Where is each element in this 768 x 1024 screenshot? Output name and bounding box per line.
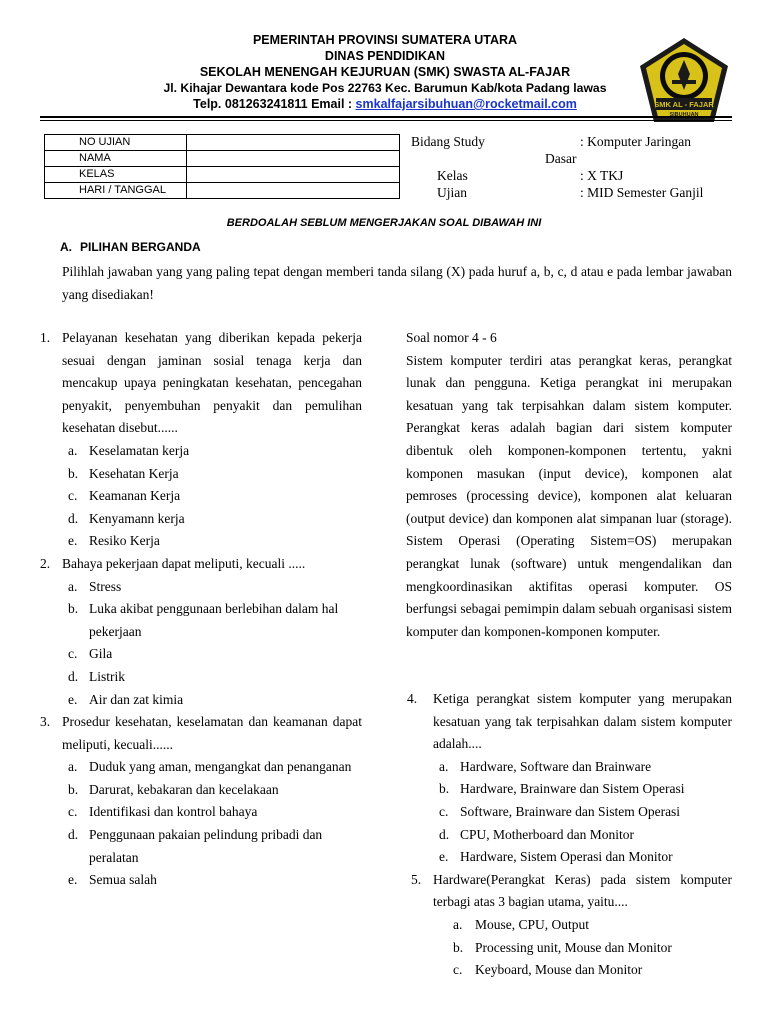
question-5	[411, 869, 732, 982]
answer-option[interactable]	[62, 598, 362, 643]
identity-value-field[interactable]	[187, 183, 400, 199]
question-number: 4.	[407, 691, 418, 706]
answer-option[interactable]	[433, 846, 732, 869]
header-address: Jl. Kihajar Dewantara kode Pos 22763 Kec. Barumun Kab/kota Padang lawas	[163, 81, 607, 95]
answer-option[interactable]	[62, 756, 362, 779]
option-text: Identifikasi dan kontrol bahaya	[89, 804, 258, 820]
table-row	[45, 151, 400, 167]
passage-heading: Soal nomor 4 - 6	[406, 330, 497, 345]
answer-option[interactable]	[433, 801, 732, 824]
answer-option[interactable]	[62, 643, 362, 666]
option-letter: e.	[68, 691, 78, 707]
option-text: Stress	[89, 578, 122, 594]
question-number: 5.	[411, 871, 422, 887]
identity-value-field[interactable]	[187, 167, 400, 183]
option-letter: c.	[68, 804, 78, 820]
header-line-3: SEKOLAH MENENGAH KEJURUAN (SMK) SWASTA AL-FAJAR	[199, 65, 571, 79]
question-text: Bahaya pekerjaan dapat meliputi, kecuali .....	[62, 555, 306, 571]
option-letter: a.	[68, 578, 78, 594]
answer-option[interactable]	[62, 440, 362, 463]
question-4	[407, 688, 732, 869]
section-letter: A.	[60, 240, 72, 254]
table-row	[45, 167, 400, 183]
exam-value: : MID Semester Ganjil	[580, 185, 704, 200]
exam-label: Ujian	[437, 185, 467, 200]
option-text: Semua salah	[89, 872, 157, 888]
answer-option[interactable]	[62, 530, 362, 553]
option-letter: c.	[439, 803, 449, 819]
answer-option[interactable]	[62, 689, 362, 712]
option-text: Resiko Kerja	[89, 533, 160, 549]
answer-option[interactable]	[433, 756, 732, 779]
school-logo	[638, 36, 730, 124]
identity-value-field[interactable]	[187, 151, 400, 167]
option-letter: d.	[68, 827, 79, 843]
option-letter: a.	[439, 758, 449, 774]
option-text: Kenyamann kerja	[89, 510, 185, 526]
option-text: Hardware, Software dan Brainware	[460, 758, 652, 774]
header-divider-thick	[40, 116, 732, 118]
answer-option[interactable]	[62, 463, 362, 486]
option-letter: c.	[68, 488, 78, 504]
option-letter: a.	[68, 759, 78, 775]
right-questions	[407, 688, 732, 982]
section-heading	[60, 240, 201, 254]
question-text: Hardware(Perangkat Keras) pada sistem komputer terbagi atas 3 bagian utama, yaitu....	[433, 871, 732, 910]
option-letter: e.	[439, 849, 449, 865]
option-text: Duduk yang aman, mengangkat dan penanganan	[89, 759, 352, 775]
option-letter: b.	[68, 601, 79, 617]
subject-value-cont: Dasar	[545, 151, 577, 166]
header-contact	[120, 96, 650, 112]
option-text: Penggunaan pakaian pelindung pribadi dan peralatan	[89, 827, 323, 865]
class-value: : X TKJ	[580, 168, 624, 183]
question-number: 1.	[40, 330, 51, 345]
subject-value: : Komputer Jaringan	[580, 134, 691, 149]
option-letter: a.	[68, 442, 78, 458]
option-letter: b.	[68, 465, 79, 481]
question-number: 3.	[40, 714, 51, 730]
option-letter: d.	[68, 510, 79, 526]
option-text: Processing unit, Mouse dan Monitor	[475, 939, 672, 955]
question-2	[40, 553, 362, 711]
question-3	[40, 711, 362, 892]
class-label: Kelas	[437, 168, 468, 183]
option-letter: e.	[68, 872, 78, 888]
right-column	[406, 327, 732, 643]
answer-option[interactable]	[62, 666, 362, 689]
answer-option[interactable]	[62, 869, 362, 892]
option-text: Kesehatan Kerja	[89, 465, 179, 481]
option-text: Air dan zat kimia	[89, 691, 184, 707]
answer-option[interactable]	[62, 801, 362, 824]
header-line-2: DINAS PENDIDIKAN	[324, 49, 446, 63]
option-letter: b.	[68, 781, 79, 797]
option-text: Listrik	[89, 668, 125, 684]
table-row	[45, 183, 400, 199]
option-letter: c.	[453, 962, 463, 978]
logo-text-main: SMK AL - FAJAR	[654, 100, 714, 109]
answer-option[interactable]	[433, 959, 732, 982]
option-letter: b.	[439, 781, 450, 797]
option-text: CPU, Motherboard dan Monitor	[460, 826, 634, 842]
instruction-text: Pilihlah jawaban yang yang paling tepat dengan memberi tanda silang (X) pada huruf a, b, c, d atau e pada lembar jawaban yang disediakan!	[62, 264, 732, 302]
option-letter: e.	[68, 533, 78, 549]
answer-option[interactable]	[62, 508, 362, 531]
section-name: PILIHAN BERGANDA	[80, 240, 201, 254]
identity-label: KELAS	[45, 167, 187, 183]
option-letter: c.	[68, 646, 78, 662]
student-identity-table	[44, 134, 400, 199]
option-letter: b.	[453, 939, 464, 955]
answer-option[interactable]	[433, 778, 732, 801]
answer-option[interactable]	[62, 485, 362, 508]
left-column	[40, 327, 362, 892]
option-text: Hardware, Sistem Operasi dan Monitor	[460, 849, 673, 865]
prayer-instruction-title: BERDOALAH SEBLUM MENGERJAKAN SOAL DIBAWAH INI	[226, 217, 542, 229]
answer-option[interactable]	[433, 914, 732, 937]
subject-label: Bidang Study	[411, 134, 485, 149]
option-text: Mouse, CPU, Output	[475, 916, 590, 932]
identity-value-field[interactable]	[187, 135, 400, 151]
option-text: Hardware, Brainware dan Sistem Operasi	[460, 781, 685, 797]
passage-text: Sistem komputer terdiri atas perangkat keras, perangkat lunak dan pengguna. Ketiga perangkat ini merupakan kesatuan yang tak terpisahkan dalam sistem komputer. Perangkat keras adalah bagian dari sistem komputer dibentuk oleh komponen-komponen tertentu, yakni komponen masukan (input device), komponen alat pemroses (processing device), komponen alat keluaran (output device) dan komponen alat simpanan luar (storage). Sistem Operasi (Operating Sistem=OS) merupakan perangkat lunak (software) untuk mengendalikan dan mengkoordinasikan aktifitas operasi komputer. OS berfungsi sebagai pemimpin dalam sebuah organisasi sistem komputer dan komponen-komponen komputer.	[406, 352, 732, 639]
email-link[interactable]: smkalfajarsibuhuan@rocketmail.com	[355, 97, 577, 111]
identity-label: HARI / TANGGAL	[45, 183, 187, 199]
table-row	[45, 135, 400, 151]
option-letter: d.	[68, 668, 79, 684]
option-text: Keselamatan kerja	[89, 442, 190, 458]
option-text: Luka akibat penggunaan berlebihan dalam hal pekerjaan	[89, 601, 339, 639]
identity-label: NO UJIAN	[45, 135, 187, 151]
answer-option[interactable]	[62, 824, 362, 869]
identity-label: NAMA	[45, 151, 187, 167]
logo-text-sub: SIBUHUAN	[669, 112, 699, 118]
answer-option[interactable]	[433, 824, 732, 847]
answer-option[interactable]	[62, 779, 362, 802]
question-1	[40, 327, 362, 553]
question-text: Pelayanan kesehatan yang diberikan kepada pekerja sesuai dengan jaminan sosial tenaga kerja dan mencakup upaya peningkatan kesehatan, pencegahan penyakit, penyembuhan penyakit dan pemulihan kesehatan disebut......	[62, 330, 362, 436]
answer-option[interactable]	[62, 576, 362, 599]
option-text: Keyboard, Mouse dan Monitor	[475, 962, 643, 978]
option-text: Gila	[89, 646, 113, 662]
option-letter: d.	[439, 826, 450, 842]
option-text: Software, Brainware dan Sistem Operasi	[460, 803, 681, 819]
header-divider-thin	[40, 120, 732, 121]
option-text: Darurat, kebakaran dan kecelakaan	[89, 781, 279, 797]
header-line-1: PEMERINTAH PROVINSI SUMATERA UTARA	[252, 33, 518, 47]
option-letter: a.	[453, 916, 463, 932]
question-number: 2.	[40, 555, 51, 571]
question-text: Ketiga perangkat sistem komputer yang merupakan kesatuan yang tak terpisahkan dalam sistem komputer adalah....	[433, 691, 732, 752]
header-phone: Telp. 081263241811 Email :	[193, 97, 356, 111]
answer-option[interactable]	[433, 937, 732, 960]
question-text: Prosedur kesehatan, keselamatan dan keamanan dapat meliputi, kecuali......	[62, 714, 362, 752]
option-text: Keamanan Kerja	[89, 488, 181, 504]
